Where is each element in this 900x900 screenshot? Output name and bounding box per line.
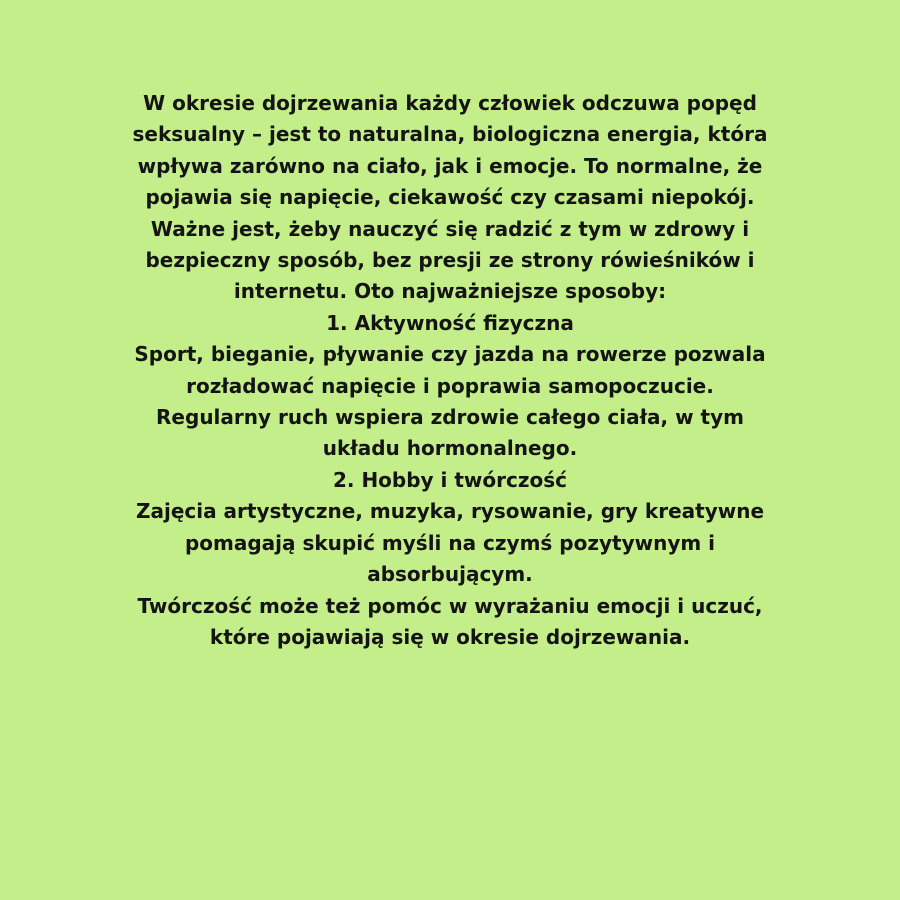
text-line: układu hormonalnego. (322, 436, 578, 461)
text-line: Sport, bieganie, pływanie czy jazda na rowerze pozwala (134, 342, 766, 367)
text-line: które pojawiają się w okresie dojrzewania. (209, 624, 691, 649)
section-heading-1: 1. Aktywność fizyczna (326, 310, 574, 335)
text-line: Twórczość może też pomóc w wyrażaniu emocji i uczuć, (137, 593, 763, 618)
text-line: Ważne jest, żeby nauczyć się radzić z tym w zdrowy i (150, 216, 750, 241)
body-text (90, 88, 810, 653)
text-line: W okresie dojrzewania każdy człowiek odczuwa popęd (143, 91, 757, 115)
text-line: absorbującym. (367, 562, 533, 587)
text-line: internetu. Oto najważniejsze sposoby: (233, 279, 667, 304)
section-heading-2: 2. Hobby i twórczość (332, 467, 568, 492)
text-line: bezpieczny sposób, bez presji ze strony rówieśników i (145, 248, 755, 273)
text-line: pomagają skupić myśli na czymś pozytywnym i (184, 530, 716, 555)
text-line: Regularny ruch wspiera zdrowie całego ciała, w tym (156, 405, 744, 430)
text-line: seksualny – jest to naturalna, biologiczna energia, która (132, 122, 768, 147)
text-line: rozładować napięcie i poprawia samopoczucie. (186, 373, 714, 398)
text-line: pojawia się napięcie, ciekawość czy czasami niepokój. (145, 185, 755, 210)
text-line: wpływa zarówno na ciało, jak i emocje. To normalne, że (137, 153, 763, 178)
text-line: Zajęcia artystyczne, muzyka, rysowanie, gry kreatywne (135, 499, 765, 524)
